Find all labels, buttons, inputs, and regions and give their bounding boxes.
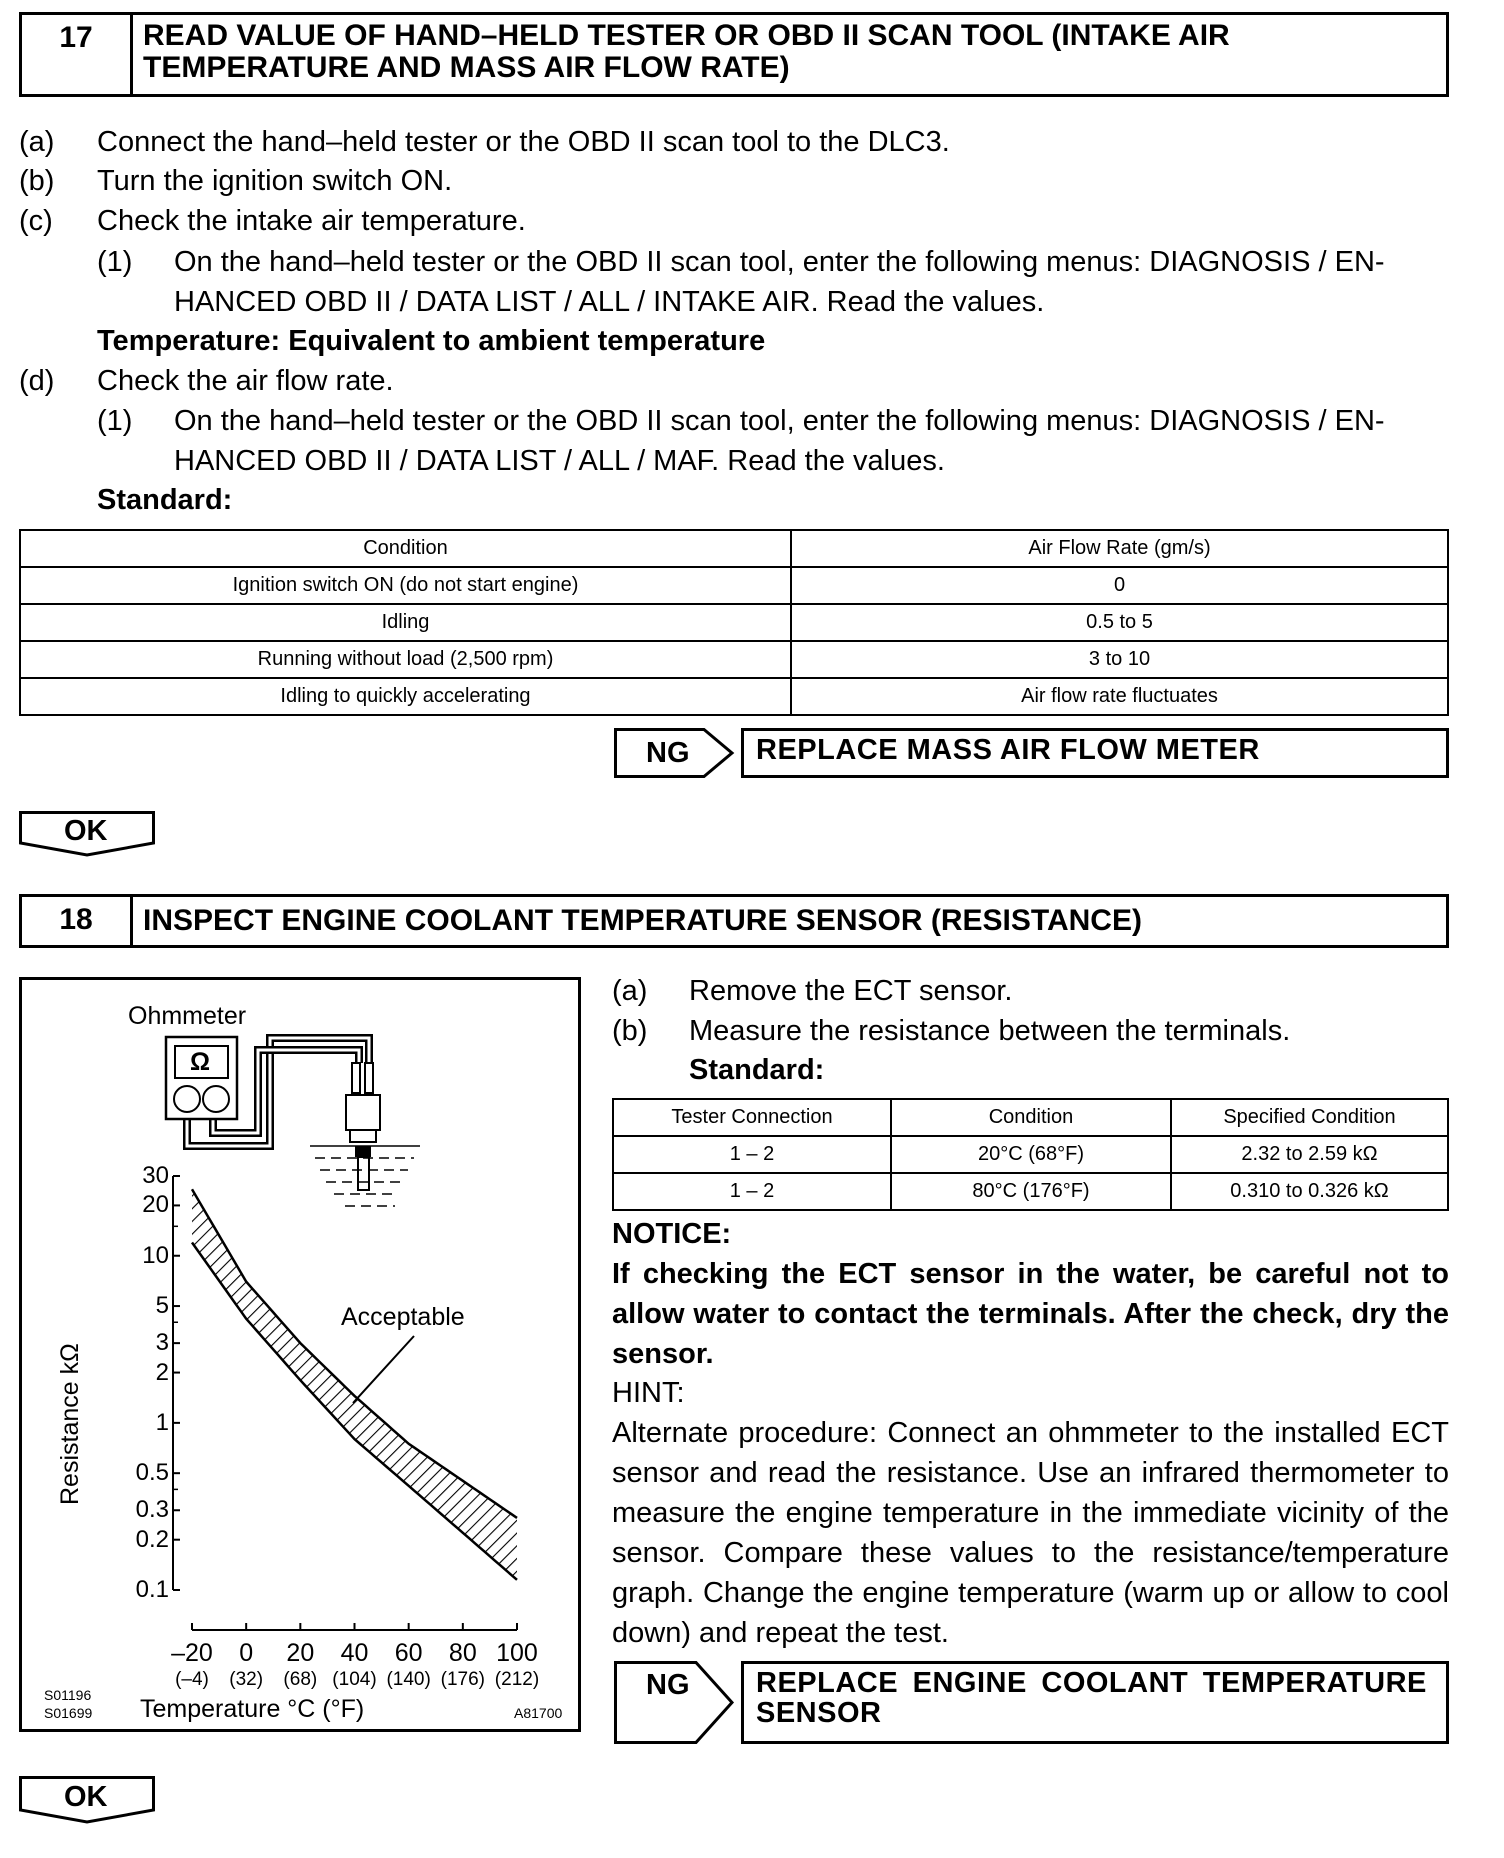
- table-header-row: [613, 1099, 1448, 1136]
- step-item-label: (b): [612, 1015, 648, 1047]
- ng-action-box: [741, 1661, 1449, 1744]
- step-item-text: Connect the hand–held tester or the OBD II scan tool to the DLC3.: [97, 126, 950, 158]
- table-cell: Idling: [20, 604, 791, 641]
- x-tick-label: 20: [286, 1639, 315, 1667]
- table-cell: 1 – 2: [613, 1136, 891, 1173]
- table-header: Tester Connection: [613, 1099, 891, 1136]
- notice-label: NOTICE:: [612, 1218, 732, 1250]
- ohm-symbol: Ω: [190, 1048, 211, 1076]
- step-item-label: (b): [19, 165, 55, 197]
- x-tick-label: 0: [239, 1639, 254, 1667]
- temperature-spec: Temperature: Equivalent to ambient temperature: [97, 325, 766, 357]
- table-cell: 0: [791, 567, 1448, 604]
- x-tick-label: 100: [496, 1639, 538, 1667]
- x-tick-label: 40: [340, 1639, 369, 1667]
- y-tick-label: 20: [142, 1191, 169, 1219]
- ok-arrow: [19, 1776, 155, 1820]
- hint-text: Alternate procedure: Connect an ohmmeter to the installed ECT sensor and read the resistance. Use an infrared thermometer to measure the engine temperature in the immediate vicinity of the sensor. Compare these values to the resistance/temperature graph. Change the engine temperature (warm up or allow to cool down) and repeat the test.: [612, 1417, 1449, 1649]
- x-tick-label-f: (140): [386, 1669, 431, 1690]
- ect-sensor-icon: [346, 1063, 380, 1190]
- table-row: [613, 1136, 1448, 1173]
- standard-label: Standard:: [689, 1054, 825, 1086]
- substep-label: (1): [97, 405, 133, 437]
- standard-label: Standard:: [97, 484, 233, 516]
- ok-label: OK: [64, 1781, 108, 1813]
- x-tick-label-f: (104): [332, 1669, 377, 1690]
- step-title: INSPECT ENGINE COOLANT TEMPERATURE SENSOR (RESISTANCE): [143, 904, 1142, 937]
- annotation-leader-line: [353, 1336, 414, 1403]
- substep-text: HANCED OBD II / DATA LIST / ALL / MAF. Read the values.: [174, 445, 945, 477]
- table-cell: 3 to 10: [791, 641, 1448, 678]
- y-tick-label: 5: [155, 1292, 169, 1320]
- figure-code: S01699: [44, 1705, 93, 1721]
- y-tick-label: 0.3: [135, 1496, 169, 1524]
- figure-id: A81700: [514, 1705, 563, 1721]
- substep-label: (1): [97, 246, 133, 278]
- substep-text: On the hand–held tester or the OBD II scan tool, enter the following menus: DIAGNOSIS / EN-: [174, 246, 1385, 278]
- ng-arrow: [614, 1661, 736, 1744]
- series-upper-limit: [192, 1189, 517, 1518]
- substep-text: HANCED OBD II / DATA LIST / ALL / INTAKE AIR. Read the values.: [174, 286, 1045, 318]
- ohmmeter-label: Ohmmeter: [128, 1002, 247, 1030]
- y-tick-label: 1: [155, 1408, 169, 1436]
- y-tick-label: 2: [155, 1358, 169, 1386]
- table-row: [613, 1173, 1448, 1210]
- table-header: Air Flow Rate (gm/s): [791, 530, 1448, 567]
- step-item-label: (c): [19, 205, 53, 237]
- step-number: 18: [22, 897, 133, 945]
- y-tick-label: 0.1: [135, 1576, 169, 1603]
- step-title: READ VALUE OF HAND–HELD TESTER OR OBD II SCAN TOOL (INTAKE AIR TEMPERATURE AND MASS AIR FLOW RATE): [143, 19, 1230, 84]
- x-tick-label-f: (32): [229, 1669, 264, 1690]
- x-tick-label: –20: [171, 1639, 213, 1667]
- y-tick-label: 0.5: [135, 1459, 169, 1487]
- y-tick-label: 10: [142, 1241, 169, 1269]
- hint-label: HINT:: [612, 1377, 685, 1409]
- table-cell: 1 – 2: [613, 1173, 891, 1210]
- ect-resistance-table: [612, 1098, 1449, 1211]
- figure-code: S01196: [44, 1687, 92, 1703]
- ok-label: OK: [64, 815, 108, 847]
- substep-text: On the hand–held tester or the OBD II scan tool, enter the following menus: DIAGNOSIS / EN-: [174, 405, 1385, 437]
- x-tick-label: 80: [448, 1639, 477, 1667]
- table-cell: Ignition switch ON (do not start engine): [20, 567, 791, 604]
- step-item-text: Turn the ignition switch ON.: [97, 165, 453, 197]
- table-cell: 0.5 to 5: [791, 604, 1448, 641]
- x-tick-label-f: (212): [494, 1669, 540, 1690]
- step-item-text: Measure the resistance between the terminals.: [689, 1015, 1291, 1047]
- x-axis-label: Temperature °C (°F): [140, 1695, 365, 1723]
- step-number: 17: [22, 15, 133, 94]
- step-item-text: Check the air flow rate.: [97, 365, 394, 397]
- notice-text: If checking the ECT sensor in the water, be careful not to allow water to contact the terminals. After the check, dry the sensor.: [612, 1258, 1449, 1370]
- y-tick-label: 30: [142, 1162, 169, 1189]
- acceptable-band: [192, 1189, 517, 1580]
- ng-label: NG: [646, 737, 690, 769]
- ng-action-text: REPLACE ENGINE COOLANT TEMPERATURE SENSOR: [756, 1667, 1427, 1729]
- table-cell: 2.32 to 2.59 kΩ: [1171, 1136, 1448, 1173]
- x-tick-label-f: (–4): [175, 1669, 209, 1690]
- table-cell: 20°C (68°F): [891, 1136, 1171, 1173]
- y-tick-label: 0.2: [135, 1525, 169, 1553]
- x-tick-label-f: (176): [440, 1669, 485, 1690]
- step-item-text: Remove the ECT sensor.: [689, 975, 1013, 1007]
- table-cell: Air flow rate fluctuates: [791, 678, 1448, 715]
- table-header: Condition: [20, 530, 791, 567]
- table-cell: 80°C (176°F): [891, 1173, 1171, 1210]
- step-item-label: (d): [19, 365, 55, 397]
- table-header: Condition: [891, 1099, 1171, 1136]
- ng-label: NG: [646, 1669, 690, 1701]
- acceptable-annotation: Acceptable: [341, 1303, 465, 1331]
- table-cell: 0.310 to 0.326 kΩ: [1171, 1173, 1448, 1210]
- table-cell: Running without load (2,500 rpm): [20, 641, 791, 678]
- x-tick-label-f: (68): [283, 1669, 318, 1690]
- table-cell: Idling to quickly accelerating: [20, 678, 791, 715]
- y-axis-label: Resistance kΩ: [56, 1343, 84, 1505]
- y-tick-label: 3: [155, 1329, 169, 1357]
- step-item-text: Check the intake air temperature.: [97, 205, 526, 237]
- x-tick-label: 60: [394, 1639, 423, 1667]
- step-item-label: (a): [19, 126, 55, 158]
- step-item-label: (a): [612, 975, 648, 1007]
- table-header: Specified Condition: [1171, 1099, 1448, 1136]
- ng-action-text: REPLACE MASS AIR FLOW METER: [756, 734, 1260, 766]
